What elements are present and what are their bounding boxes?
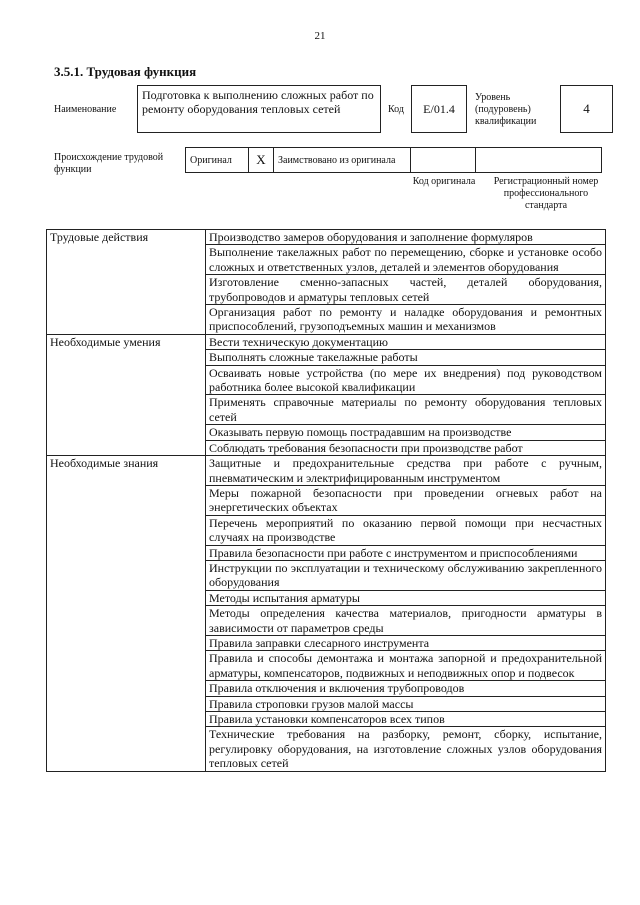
item-cell: Изготовление сменно-запасных частей, деталей оборудования, трубопроводов и арматуры тепловых сетей	[206, 275, 606, 305]
item-cell: Правила безопасности при работе с инструментом и приспособлениями	[206, 545, 606, 560]
item-cell: Защитные и предохранительные средства при работе с ручным, пневматическим и электрифицированным инструментом	[206, 456, 606, 486]
item-cell: Меры пожарной безопасности при проведении огневых работ на энергетических объектах	[206, 485, 606, 515]
reg-number-label: Регистрационный номер профессионального стандарта	[493, 176, 599, 211]
item-cell: Технические требования на разборку, ремонт, сборку, испытание, регулировку оборудования, на изготовление сложных узлов оборудования тепловых сетей	[206, 727, 606, 771]
item-cell: Осваивать новые устройства (по мере их внедрения) под руководством работника более высокой квалификации	[206, 365, 606, 395]
code-original-cell	[411, 148, 476, 173]
page-number: 21	[314, 30, 326, 42]
code-original-label: Код оригинала	[412, 176, 476, 187]
reg-number-cell	[476, 148, 602, 173]
item-cell: Правила строповки грузов малой массы	[206, 696, 606, 711]
item-cell: Инструкции по эксплуатации и техническому обслуживанию закрепленного оборудования	[206, 560, 606, 590]
category-labor-actions: Трудовые действия	[47, 230, 206, 335]
function-name: Подготовка к выполнению сложных работ по ремонту оборудования тепловых сетей	[142, 88, 374, 116]
code-box	[411, 85, 467, 133]
item-cell: Оказывать первую помощь пострадавшим на производстве	[206, 425, 606, 440]
item-cell: Применять справочные материалы по ремонту оборудования тепловых сетей	[206, 395, 606, 425]
borrowed-label: Заимствовано из оригинала	[274, 148, 411, 173]
item-cell: Методы определения качества материалов, пригодности арматуры в зависимости от параметров среды	[206, 606, 606, 636]
item-cell: Правила заправки слесарного инструмента	[206, 635, 606, 650]
item-cell: Методы испытания арматуры	[206, 590, 606, 605]
level-value: 4	[583, 101, 590, 116]
category-required-skills: Необходимые умения	[47, 334, 206, 455]
item-cell: Организация работ по ремонту и наладке оборудования и ремонтных приспособлений, грузоподъемных машин и механизмов	[206, 305, 606, 335]
code-value: E/01.4	[423, 101, 455, 116]
item-cell: Правила отключения и включения трубопроводов	[206, 681, 606, 696]
item-cell: Выполнение такелажных работ по перемещению, сборке и установке особо сложных и ответственных узлов, деталей и элементов оборудования	[206, 245, 606, 275]
table-row	[47, 334, 606, 349]
item-cell: Правила и способы демонтажа и монтажа запорной и предохранительной арматуры, компенсаторов, подвижных и неподвижных опор и подвесок	[206, 651, 606, 681]
table-row	[47, 230, 606, 245]
item-cell: Перечень мероприятий по оказанию первой помощи при несчастных случаях на производстве	[206, 515, 606, 545]
level-label: Уровень (подуровень) квалификации	[475, 92, 537, 127]
function-name-box	[137, 85, 381, 133]
original-label: Оригинал	[186, 148, 249, 173]
item-cell: Производство замеров оборудования и заполнение формуляров	[206, 230, 606, 245]
labor-function-table	[46, 229, 606, 772]
name-label: Наименование	[54, 104, 117, 115]
section-title: 3.5.1. Трудовая функция	[54, 64, 197, 79]
level-box	[560, 85, 613, 133]
item-cell: Выполнять сложные такелажные работы	[206, 350, 606, 365]
origin-label: Происхождение трудовой функции	[54, 152, 164, 175]
item-cell: Правила установки компенсаторов всех типов	[206, 712, 606, 727]
original-mark: X	[249, 148, 274, 173]
item-cell: Соблюдать требования безопасности при производстве работ	[206, 440, 606, 455]
code-label: Код	[388, 104, 404, 115]
category-required-knowledge: Необходимые знания	[47, 456, 206, 772]
table-row	[47, 456, 606, 486]
item-cell: Вести техническую документацию	[206, 334, 606, 349]
origin-table	[185, 147, 602, 173]
